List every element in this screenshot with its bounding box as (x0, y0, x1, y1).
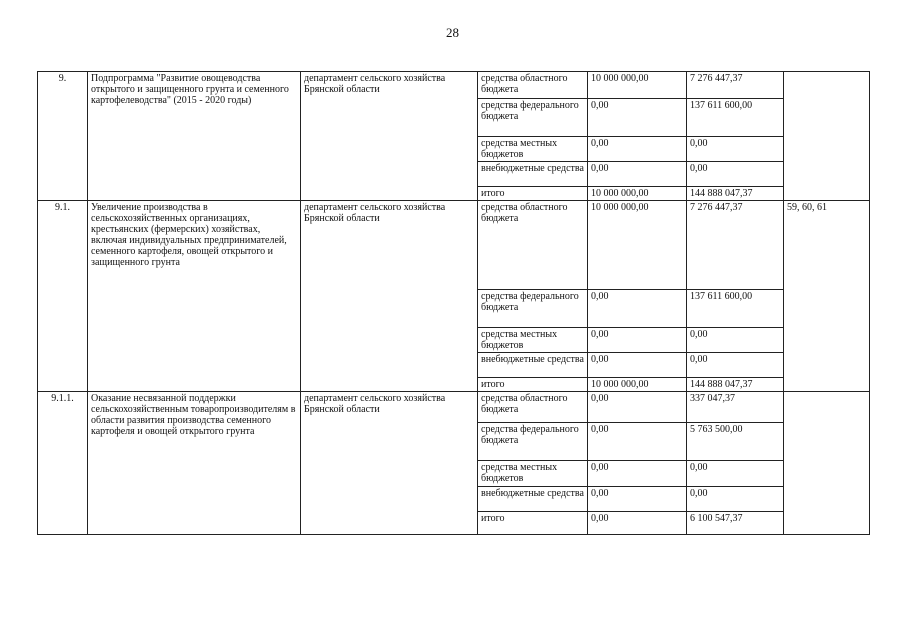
amount-2015: 0,00 (588, 328, 687, 353)
section-number: 9. (38, 72, 88, 201)
amount-2016: 0,00 (687, 353, 784, 378)
funding-source: внебюджетные средства (478, 353, 588, 378)
section-name: Оказание несвязанной поддержки сельскохозяйственным товаропроизводителям в области развития производства семенного картофеля и овощей открытого грунта (88, 392, 301, 535)
amount-2016: 137 611 600,00 (687, 290, 784, 328)
amount-2015: 0,00 (588, 512, 687, 535)
section-indicators: 59, 60, 61 (784, 201, 870, 392)
funding-total-label: итого (478, 187, 588, 201)
amount-2016: 7 276 447,37 (687, 201, 784, 290)
funding-source: средства местных бюджетов (478, 137, 588, 162)
amount-2015: 0,00 (588, 423, 687, 461)
section-number: 9.1. (38, 201, 88, 392)
amount-2015: 10 000 000,00 (588, 201, 687, 290)
amount-2016: 337 047,37 (687, 392, 784, 423)
table-row (38, 392, 870, 423)
funding-total-label: итого (478, 378, 588, 392)
amount-2015: 0,00 (588, 461, 687, 487)
section-name: Подпрограмма "Развитие овощеводства открытого и защищенного грунта и семенного картофелеводства" (2015 - 2020 годы) (88, 72, 301, 201)
funding-source: внебюджетные средства (478, 162, 588, 187)
funding-source: средства местных бюджетов (478, 328, 588, 353)
amount-2016: 0,00 (687, 137, 784, 162)
funding-source: средства федерального бюджета (478, 99, 588, 137)
funding-total-label: итого (478, 512, 588, 535)
funding-source: средства областного бюджета (478, 72, 588, 99)
section-name: Увеличение производства в сельскохозяйственных организациях, крестьянских (фермерских) хозяйствах, включая индивидуальных предпринимателей, семенного картофеля, овощей открытого и защищенного грунта (88, 201, 301, 392)
amount-2015: 10 000 000,00 (588, 187, 687, 201)
amount-2016: 144 888 047,37 (687, 187, 784, 201)
table-row (38, 201, 870, 290)
amount-2016: 0,00 (687, 461, 784, 487)
amount-2015: 0,00 (588, 162, 687, 187)
funding-source: средства федерального бюджета (478, 423, 588, 461)
section-indicators (784, 392, 870, 535)
funding-source: средства областного бюджета (478, 392, 588, 423)
amount-2016: 6 100 547,37 (687, 512, 784, 535)
funding-source: внебюджетные средства (478, 487, 588, 512)
section-number: 9.1.1. (38, 392, 88, 535)
amount-2015: 0,00 (588, 392, 687, 423)
page-number: 28 (446, 25, 459, 40)
amount-2015: 10 000 000,00 (588, 378, 687, 392)
funding-source: средства федерального бюджета (478, 290, 588, 328)
table-row (38, 72, 870, 99)
amount-2015: 0,00 (588, 353, 687, 378)
amount-2016: 144 888 047,37 (687, 378, 784, 392)
section-executor: департамент сельского хозяйства Брянской области (301, 392, 478, 535)
amount-2016: 0,00 (687, 487, 784, 512)
funding-source: средства областного бюджета (478, 201, 588, 290)
amount-2015: 0,00 (588, 487, 687, 512)
section-executor: департамент сельского хозяйства Брянской области (301, 201, 478, 392)
amount-2016: 5 763 500,00 (687, 423, 784, 461)
amount-2016: 7 276 447,37 (687, 72, 784, 99)
funding-source: средства местных бюджетов (478, 461, 588, 487)
budget-table (37, 71, 870, 535)
amount-2015: 0,00 (588, 99, 687, 137)
section-indicators (784, 72, 870, 201)
section-executor: департамент сельского хозяйства Брянской области (301, 72, 478, 201)
amount-2016: 137 611 600,00 (687, 99, 784, 137)
amount-2016: 0,00 (687, 162, 784, 187)
amount-2015: 10 000 000,00 (588, 72, 687, 99)
amount-2016: 0,00 (687, 328, 784, 353)
amount-2015: 0,00 (588, 137, 687, 162)
amount-2015: 0,00 (588, 290, 687, 328)
